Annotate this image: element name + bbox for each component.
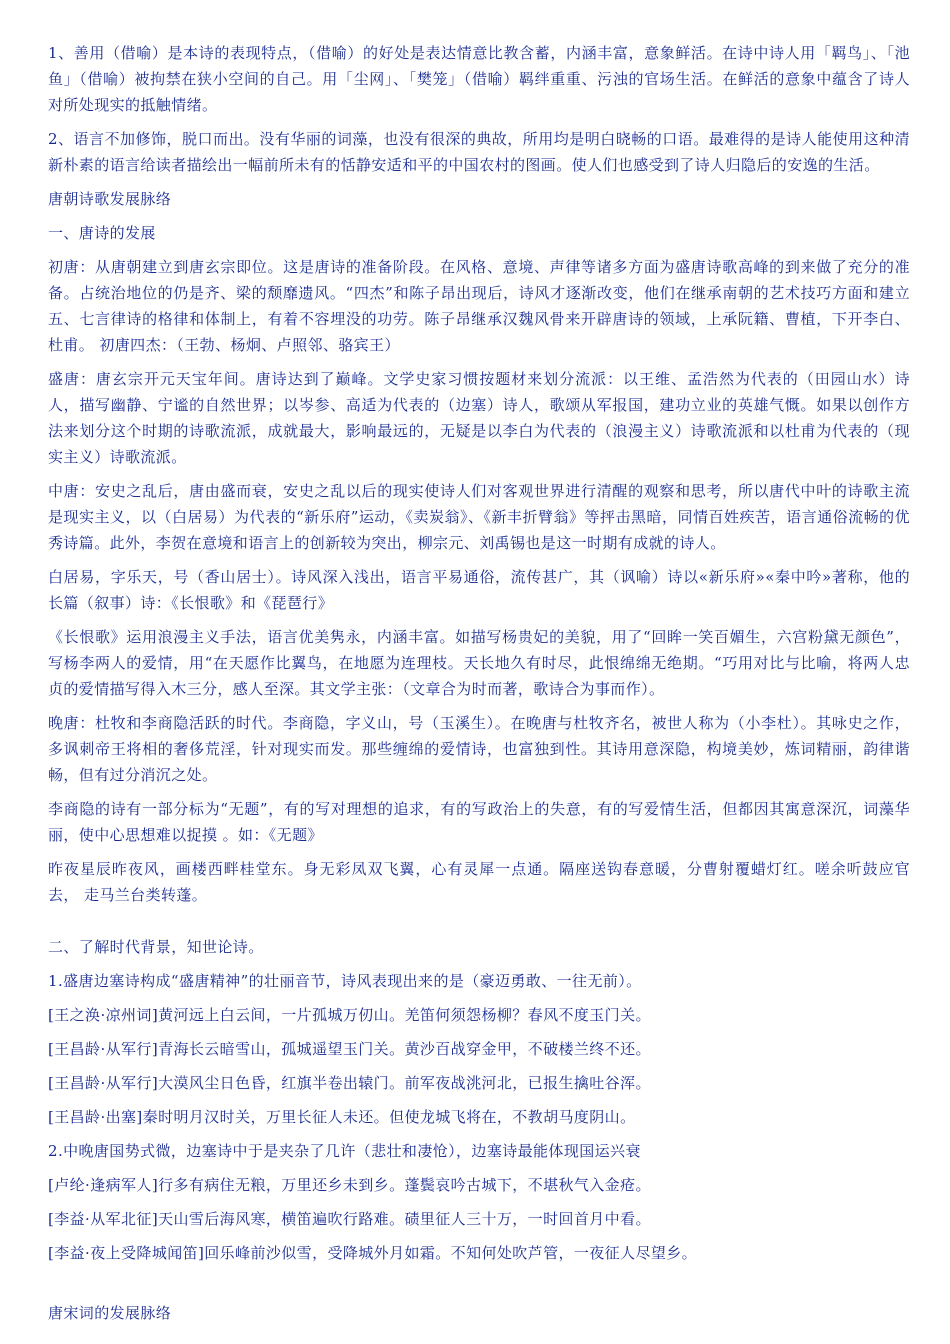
subsection-historical-background: 二、了解时代背景，知世论诗。 [48, 938, 264, 956]
poem-line: [李益·夜上受降城闻笛]回乐峰前沙似雪，受降城外月如霜。不知何处吹芦管，一夜征人尽望乡。 [48, 1244, 698, 1262]
paragraph-high-tang: 盛唐：唐玄宗开元天宝年间。唐诗达到了巅峰。文学史家习惯按题材来划分流派：以王维、孟浩然为代表的（田园山水）诗人，描写幽静、宁谧的自然世界；以岑参、高适为代表的（边塞）诗人，歌颂从军报国，建功立业的英雄气慨。如果以创作方法来划分这个时期的诗歌流派，成就最大，影响最远的，无疑是以李白为代表的（浪漫主义）诗歌流派和以杜甫为代表的（现实主义）诗歌流派。 [48, 370, 910, 466]
poem-line: [王昌龄·出塞]秦时明月汉时关，万里长征人未还。但使龙城飞将在，不教胡马度阴山。 [48, 1108, 636, 1126]
section-title-tang-poetry: 唐朝诗歌发展脉络 [48, 190, 172, 208]
poem-line: [卢纶·逢病军人]行多有病住无粮，万里还乡未到乡。蓬鬓哀吟古城下，不堪秋气入金疮。 [48, 1176, 651, 1194]
spacer [48, 916, 910, 934]
line-high-tang-frontier: 1.盛唐边塞诗构成“盛唐精神”的壮丽音节，诗风表现出来的是（豪迈勇敢、一往无前）。 [48, 972, 642, 990]
spacer [48, 1274, 910, 1300]
poem-line: [王昌龄·从军行]青海长云暗雪山，孤城遥望玉门关。黄沙百战穿金甲，不破楼兰终不还。 [48, 1040, 651, 1058]
paragraph-li-shangyin-untitled: 李商隐的诗有一部分标为“无题”，有的写对理想的追求，有的写政治上的失意，有的写爱情生活，但都因其寓意深沉，词藻华丽，使中心思想难以捉摸 。如：《无题》 [48, 800, 910, 844]
paragraph-bai-juyi: 白居易，字乐天，号（香山居士）。诗风深入浅出，语言平易通俗，流传甚广，其（讽喻）诗以«新乐府»«秦中吟»著称，他的长篇（叙事）诗：《长恨歌》和《琵琶行》 [48, 568, 910, 612]
paragraph-language: 2、语言不加修饰，脱口而出。没有华丽的词藻，也没有很深的典故，所用均是明白晓畅的口语。最难得的是诗人能使用这种清新朴素的语言给读者描绘出一幅前所未有的恬静安适和平的中国农村的图画。使人们也感受到了诗人归隐后的安逸的生活。 [48, 130, 910, 174]
poem-line: [李益·从军北征]天山雪后海风寒，横笛遍吹行路难。碛里征人三十万，一时回首月中看。 [48, 1210, 651, 1228]
paragraph-untitled-poem: 昨夜星辰昨夜风，画楼西畔桂堂东。身无彩凤双飞翼，心有灵犀一点通。隔座送钩春意暖，分曹射覆蜡灯红。嗟余听鼓应官去， 走马兰台类转蓬。 [48, 860, 910, 904]
paragraph-late-tang: 晚唐：杜牧和李商隐活跃的时代。李商隐，字义山，号（玉溪生）。在晚唐与杜牧齐名，被世人称为（小李杜）。其咏史之作，多讽刺帝王将相的奢侈荒淫，针对现实而发。那些缠绵的爱情诗，也富独到性。其诗用意深隐，构境美妙，炼词精丽，韵律谐畅，但有过分消沉之处。 [48, 714, 910, 784]
document-page [48, 40, 910, 1334]
subsection-tang-development: 一、唐诗的发展 [48, 224, 156, 242]
line-mid-late-tang-frontier: 2.中晚唐国势式微，边塞诗中于是夹杂了几许（悲壮和凄怆），边塞诗最能体现国运兴衰 [48, 1142, 641, 1160]
paragraph-changhenge: 《长恨歌》运用浪漫主义手法，语言优美隽永，内涵丰富。如描写杨贵妃的美貌，用了“回眸一笑百媚生，六宫粉黛无颜色”，写杨李两人的爱情，用“在天愿作比翼鸟，在地愿为连理枝。天长地久有时尽，此恨绵绵无绝期。“巧用对比与比喻，将两人忠贞的爱情描写得入木三分，感人至深。其文学主张：（文章合为时而著，歌诗合为事而作）。 [48, 628, 910, 698]
paragraph-early-tang: 初唐：从唐朝建立到唐玄宗即位。这是唐诗的准备阶段。在风格、意境、声律等诸多方面为盛唐诗歌高峰的到来做了充分的准备。占统治地位的仍是齐、梁的颓靡遗风。“四杰”和陈子昂出现后，诗风才逐渐改变，他们在继承南朝的艺术技巧方面和建立五、七言律诗的格律和体制上，有着不容埋没的功劳。陈子昂继承汉魏风骨来开辟唐诗的领域，上承阮籍、曹植，下开李白、杜甫。 初唐四杰：（王勃、杨炯、卢照邻、骆宾王） [48, 258, 910, 354]
poem-line: [王昌龄·从军行]大漠风尘日色昏，红旗半卷出辕门。前军夜战洮河北，已报生擒吐谷浑。 [48, 1074, 651, 1092]
paragraph-metaphor: 1、善用（借喻）是本诗的表现特点，（借喻）的好处是表达情意比教含蓄，内涵丰富，意象鲜活。在诗中诗人用「羁鸟」、「池鱼」（借喻）被拘禁在狭小空间的自己。用「尘网」、「樊笼」（借喻）羁绊重重、污浊的官场生活。在鲜活的意象中蕴含了诗人对所处现实的抵触情绪。 [48, 44, 910, 114]
section-title-tang-song-ci: 唐宋词的发展脉络 [48, 1304, 172, 1322]
poem-line: [王之涣·凉州词]黄河远上白云间，一片孤城万仞山。羌笛何须怨杨柳？春风不度玉门关。 [48, 1006, 651, 1024]
paragraph-mid-tang: 中唐：安史之乱后，唐由盛而衰，安史之乱以后的现实使诗人们对客观世界进行清醒的观察和思考，所以唐代中叶的诗歌主流是现实主义，以（白居易）为代表的“新乐府”运动，《卖炭翁》、《新丰折臂翁》等抨击黑暗，同情百姓疾苦，语言通俗流畅的优秀诗篇。此外，李贺在意境和语言上的创新较为突出，柳宗元、刘禹锡也是这一时期有成就的诗人。 [48, 482, 910, 552]
